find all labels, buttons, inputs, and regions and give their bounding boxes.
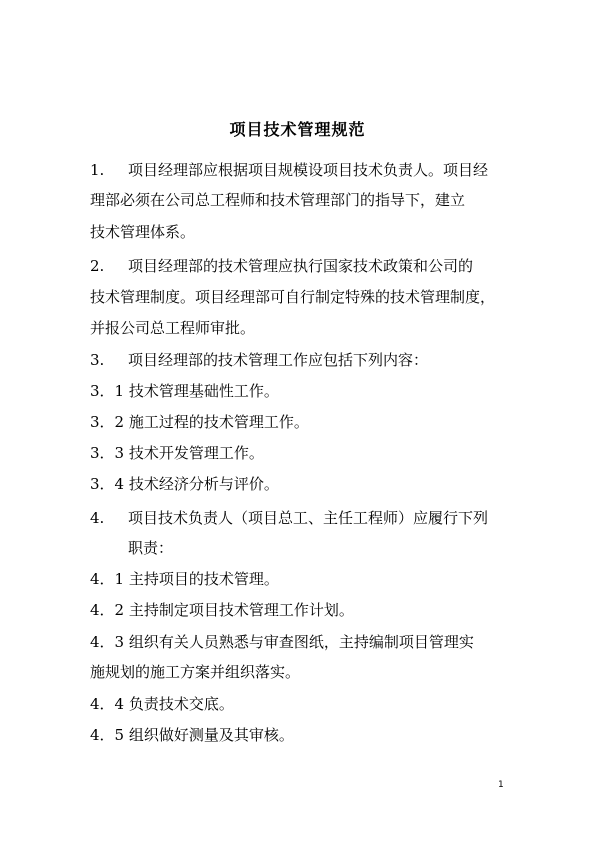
line-text: 3．1 技术管理基础性工作。 [90, 382, 279, 400]
document-title: 项目技术管理规范 [229, 120, 366, 139]
sub-item-line [90, 381, 279, 401]
sub-item-line [90, 569, 279, 589]
line-text: 3．4 技术经济分析与评价。 [90, 475, 279, 493]
sub-item-line [90, 600, 354, 620]
line-text: 4．5 组织做好测量及其审核。 [90, 726, 294, 744]
paragraph-line [90, 318, 255, 338]
item-number: 2. [90, 257, 105, 275]
paragraph-line [90, 287, 495, 307]
paragraph-line [90, 350, 428, 370]
line-text: 项目经理部应根据项目规模设项目技术负责人。项目经 [128, 161, 489, 179]
paragraph-line [90, 222, 195, 242]
paragraph-line [90, 160, 488, 180]
line-text: 施规划的施工方案并组织落实。 [90, 663, 301, 681]
paragraph-line [90, 190, 465, 210]
item-number: 4. [90, 509, 105, 527]
line-text: 4．4 负责技术交底。 [90, 695, 234, 713]
line-text: 技术管理体系。 [90, 223, 196, 241]
line-text: 并报公司总工程师审批。 [90, 319, 256, 337]
line-text: 职责： [128, 539, 174, 557]
line-text: 3．2 施工过程的技术管理工作。 [90, 413, 309, 431]
line-text: 项目技术负责人（项目总工、主任工程师）应履行下列 [128, 509, 489, 527]
line-text: 项目经理部的技术管理应执行国家技术政策和公司的 [128, 257, 474, 275]
line-text: 4．2 主持制定项目技术管理工作计划。 [90, 601, 354, 619]
paragraph-line [90, 508, 488, 528]
item-number: 3. [90, 351, 105, 369]
sub-item-line [90, 694, 234, 714]
sub-item-line [90, 474, 279, 494]
item-number: 1. [90, 161, 105, 179]
page-number: 1 [498, 780, 504, 790]
paragraph-line [90, 662, 300, 682]
sub-item-line [90, 725, 294, 745]
sub-item-line [90, 443, 264, 463]
line-text: 项目经理部的技术管理工作应包括下列内容： [128, 351, 429, 369]
line-text: 技术管理制度。项目经理部可自行制定特殊的技术管理制度， [90, 288, 496, 306]
line-text: 3．3 技术开发管理工作。 [90, 444, 264, 462]
paragraph-line [90, 256, 473, 276]
line-text: 理部必须在公司总工程师和技术管理部门的指导下，建立 [90, 191, 466, 209]
paragraph-line [128, 538, 173, 558]
line-text: 4．3 组织有关人员熟悉与审查图纸，主持编制项目管理实 [90, 633, 474, 651]
sub-item-line [90, 632, 474, 652]
sub-item-line [90, 412, 309, 432]
line-text: 4．1 主持项目的技术管理。 [90, 570, 279, 588]
